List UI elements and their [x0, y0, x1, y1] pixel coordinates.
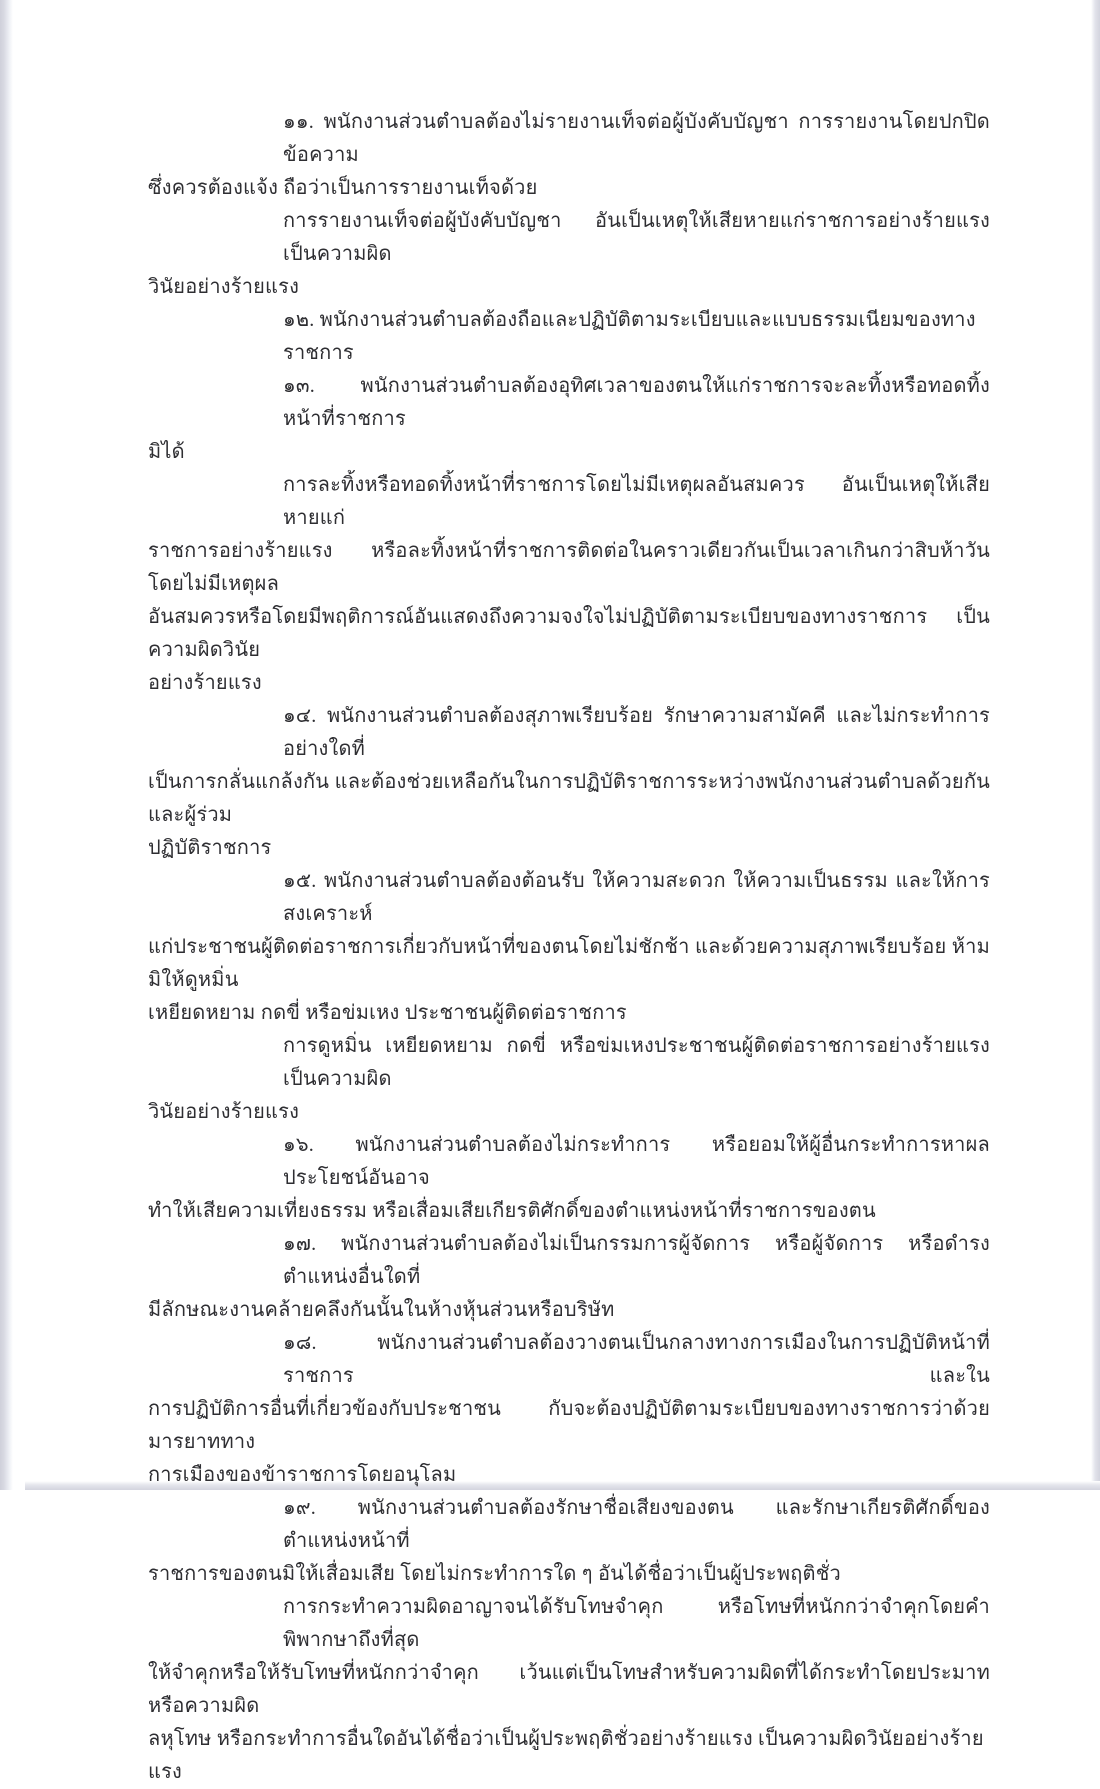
text-line: ๑๘. พนักงานส่วนตำบลต้องวางตนเป็นกลางทางการเมืองในการปฏิบัติหน้าที่ราชการ และใน: [283, 1332, 990, 1387]
paragraph-12: [148, 1492, 990, 1591]
paragraph-10: [148, 1228, 990, 1327]
text-line: การดูหมิ่น เหยียดหยาม กดขี่ หรือข่มเหงประชาชนผู้ติดต่อราชการอย่างร้ายแรง เป็นความผิด: [283, 1035, 990, 1090]
page-right-edge-shadow: [1091, 0, 1100, 1490]
text-line: เหยียดหยาม กดขี่ หรือข่มเหง ประชาชนผู้ติดต่อราชการ: [148, 1002, 627, 1024]
text-line: ๑๑. พนักงานส่วนตำบลต้องไม่รายงานเท็จต่อผู้บังคับบัญชา การรายงานโดยปกปิดข้อความ: [283, 111, 990, 166]
paragraph-11: [148, 1327, 990, 1492]
paragraph-13: [148, 1591, 990, 1789]
text-line: แก่ประชาชนผู้ติดต่อราชการเกี่ยวกับหน้าที่ของตนโดยไม่ชักช้า และด้วยความสุภาพเรียบร้อย ห้ามมิให้ดูหมิ่น: [148, 936, 990, 991]
text-line: ทำให้เสียความเที่ยงธรรม หรือเสื่อมเสียเกียรติศักดิ์ของตำแหน่งหน้าที่ราชการของตน: [148, 1200, 876, 1222]
paragraph-9: [148, 1129, 990, 1228]
text-line: การเมืองของข้าราชการโดยอนุโลม: [148, 1464, 457, 1486]
text-line: ลหุโทษ หรือกระทำการอื่นใดอันได้ชื่อว่าเป็นผู้ประพฤติชั่วอย่างร้ายแรง เป็นความผิดวินัยอย่างร้ายแรง: [148, 1728, 984, 1783]
document-text-body: [148, 106, 990, 1789]
text-line: ๑๕. พนักงานส่วนตำบลต้องต้อนรับ ให้ความสะดวก ให้ความเป็นธรรม และให้การสงเคราะห์: [283, 870, 990, 925]
text-line: อย่างร้ายแรง: [148, 672, 262, 694]
text-line: ปฏิบัติราชการ: [148, 837, 272, 859]
text-line: อันสมควรหรือโดยมีพฤติการณ์อันแสดงถึงความจงใจไม่ปฏิบัติตามระเบียบของทางราชการ เป็นความผิดวินัย: [148, 606, 990, 661]
paragraph-5: [148, 469, 990, 700]
text-line: ๑๖. พนักงานส่วนตำบลต้องไม่กระทำการ หรือยอมให้ผู้อื่นกระทำการหาผลประโยชน์อันอาจ: [283, 1134, 990, 1189]
text-line: ๑๗. พนักงานส่วนตำบลต้องไม่เป็นกรรมการผู้จัดการ หรือผู้จัดการ หรือดำรงตำแหน่งอื่นใดที่: [283, 1233, 990, 1288]
paragraph-1: [148, 106, 990, 205]
text-line: ราชการของตนมิให้เสื่อมเสีย โดยไม่กระทำการใด ๆ อันได้ชื่อว่าเป็นผู้ประพฤติชั่ว: [148, 1563, 841, 1585]
paragraph-4: [148, 370, 990, 469]
page-left-edge-shadow: [0, 0, 13, 1490]
paragraph-6: [148, 700, 990, 865]
text-line: การละทิ้งหรือทอดทิ้งหน้าที่ราชการโดยไม่มีเหตุผลอันสมควร อันเป็นเหตุให้เสียหายแก่: [283, 474, 990, 529]
text-line: วินัยอย่างร้ายแรง: [148, 1101, 300, 1123]
paragraph-8: [148, 1030, 990, 1129]
text-line: ๑๓. พนักงานส่วนตำบลต้องอุทิศเวลาของตนให้แก่ราชการจะละทิ้งหรือทอดทิ้งหน้าที่ราชการ: [283, 375, 990, 430]
text-line: เป็นการกลั่นแกล้งกัน และต้องช่วยเหลือกันในการปฏิบัติราชการระหว่างพนักงานส่วนตำบลด้วยกันและผู้ร่วม: [148, 771, 990, 826]
text-line: มิได้: [148, 441, 185, 463]
text-line: การกระทำความผิดอาญาจนได้รับโทษจำคุก หรือโทษที่หนักกว่าจำคุกโดยคำพิพากษาถึงที่สุด: [283, 1596, 990, 1651]
text-line: ให้จำคุกหรือให้รับโทษที่หนักกว่าจำคุก เว้นแต่เป็นโทษสำหรับความผิดที่ได้กระทำโดยประมาทหรือความผิด: [148, 1662, 990, 1717]
text-line: การปฏิบัติการอื่นที่เกี่ยวข้องกับประชาชน กับจะต้องปฏิบัติตามระเบียบของทางราชการว่าด้วยมารยาททาง: [148, 1398, 990, 1453]
text-line: ๑๔. พนักงานส่วนตำบลต้องสุภาพเรียบร้อย รักษาความสามัคคี และไม่กระทำการอย่างใดที่: [283, 705, 990, 760]
text-line: วินัยอย่างร้ายแรง: [148, 276, 300, 298]
text-line: มีลักษณะงานคล้ายคลึงกันนั้นในห้างหุ้นส่วนหรือบริษัท: [148, 1299, 615, 1321]
text-line: ๑๙. พนักงานส่วนตำบลต้องรักษาชื่อเสียงของตน และรักษาเกียรติศักดิ์ของตำแหน่งหน้าที่: [283, 1497, 990, 1552]
paragraph-2: [148, 205, 990, 304]
text-line: การรายงานเท็จต่อผู้บังคับบัญชา อันเป็นเหตุให้เสียหายแก่ราชการอย่างร้ายแรง เป็นความผิด: [283, 210, 990, 265]
paragraph-3: [148, 304, 990, 370]
paragraph-7: [148, 865, 990, 1030]
text-line: ซึ่งควรต้องแจ้ง ถือว่าเป็นการรายงานเท็จด้วย: [148, 177, 538, 199]
text-line: ๑๒. พนักงานส่วนตำบลต้องถือและปฏิบัติตามระเบียบและแบบธรรมเนียมของทางราชการ: [283, 309, 976, 364]
text-line: ราชการอย่างร้ายแรง หรือละทิ้งหน้าที่ราชการติดต่อในคราวเดียวกันเป็นเวลาเกินกว่าสิบห้าวันโดยไม่มีเหตุผล: [148, 540, 990, 595]
